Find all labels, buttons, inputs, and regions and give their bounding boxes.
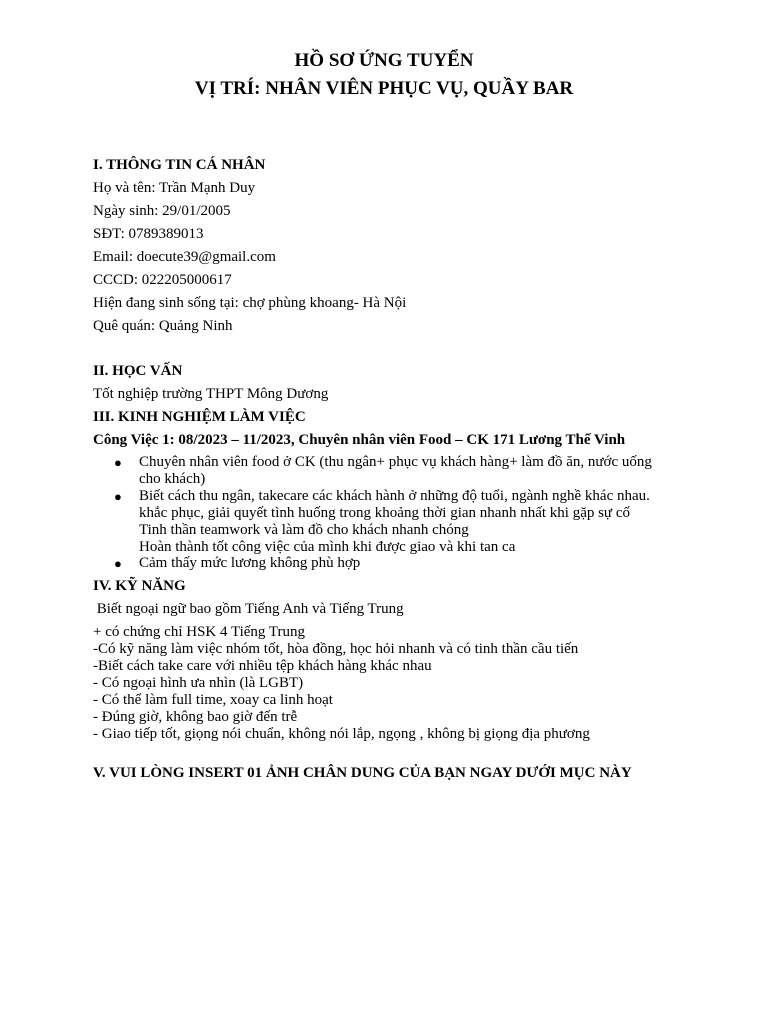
bullet-text: Cảm thấy mức lương không phù hợp bbox=[139, 555, 361, 571]
date-of-birth: Ngày sinh: 29/01/2005 bbox=[93, 203, 231, 219]
skill-item: - Có thể làm full time, xoay ca linh hoạt bbox=[93, 692, 333, 708]
job-title: Công Việc 1: 08/2023 – 11/2023, Chuyên nhân viên Food – CK 171 Lương Thế Vinh bbox=[93, 432, 626, 448]
bullet-icon: ● bbox=[114, 455, 122, 470]
document-title: HỒ SƠ ỨNG TUYỂN bbox=[294, 50, 474, 71]
email-address: Email: doecute39@gmail.com bbox=[93, 249, 276, 265]
phone-number: SĐT: 0789389013 bbox=[93, 226, 204, 242]
skill-item: -Biết cách take care với nhiều tệp khách hàng khác nhau bbox=[93, 658, 432, 674]
bullet-text: khắc phục, giải quyết tình huống trong khoảng thời gian nhanh nhất khi gặp sự cố bbox=[139, 505, 630, 521]
skill-item: - Đúng giờ, không bao giờ đến trễ bbox=[93, 709, 298, 725]
skills-heading: IV. KỸ NĂNG bbox=[93, 578, 186, 594]
bullet-icon: ● bbox=[114, 489, 122, 504]
skill-item: -Có kỹ năng làm việc nhóm tốt, hòa đồng, học hỏi nhanh và có tinh thần cầu tiến bbox=[93, 641, 579, 657]
education-text: Tốt nghiệp trường THPT Mông Dương bbox=[93, 386, 329, 402]
skill-item: + có chứng chỉ HSK 4 Tiếng Trung bbox=[93, 624, 306, 640]
position-title: VỊ TRÍ: NHÂN VIÊN PHỤC VỤ, QUẦY BAR bbox=[194, 78, 574, 99]
experience-heading: III. KINH NGHIỆM LÀM VIỆC bbox=[93, 409, 306, 425]
bullet-text: Tinh thần teamwork và làm đồ cho khách nhanh chóng bbox=[139, 522, 469, 538]
full-name: Họ và tên: Trần Mạnh Duy bbox=[93, 180, 256, 196]
education-heading: II. HỌC VẤN bbox=[93, 363, 183, 379]
skill-item: - Giao tiếp tốt, giọng nói chuẩn, không nói lắp, ngọng , không bị giọng địa phương bbox=[93, 726, 590, 742]
personal-heading: I. THÔNG TIN CÁ NHÂN bbox=[93, 157, 266, 173]
bullet-text: cho khách) bbox=[139, 471, 206, 487]
bullet-icon: ● bbox=[114, 556, 122, 571]
residence: Hiện đang sinh sống tại: chợ phùng khoang- Hà Nội bbox=[93, 295, 407, 311]
bullet-text: Chuyên nhân viên food ở CK (thu ngân+ phục vụ khách hàng+ làm đồ ăn, nước uống bbox=[139, 454, 652, 470]
skill-item: - Có ngoại hình ưa nhìn (là LGBT) bbox=[93, 675, 304, 691]
hometown: Quê quán: Quảng Ninh bbox=[93, 318, 233, 334]
bullet-text: Hoàn thành tốt công việc của mình khi được giao và khi tan ca bbox=[139, 539, 516, 555]
photo-heading: V. VUI LÒNG INSERT 01 ẢNH CHÂN DUNG CỦA BẠN NGAY DƯỚI MỤC NÀY bbox=[93, 765, 632, 781]
bullet-text: Biết cách thu ngân, takecare các khách hành ở những độ tuổi, ngành nghề khác nhau. bbox=[139, 488, 650, 504]
skill-item: Biết ngoại ngữ bao gồm Tiếng Anh và Tiếng Trung bbox=[93, 601, 404, 617]
cccd-number: CCCD: 022205000617 bbox=[93, 272, 232, 288]
